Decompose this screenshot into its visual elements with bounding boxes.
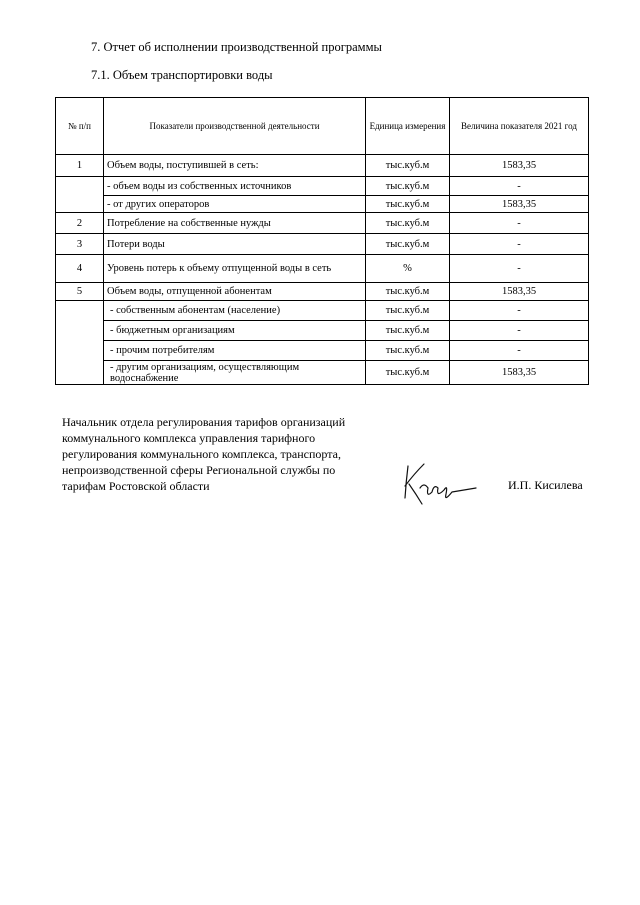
header-num: № п/п	[56, 98, 104, 155]
row-unit: %	[366, 255, 450, 283]
table-row	[56, 255, 589, 283]
row-indicator: Потери воды	[104, 234, 366, 255]
table-header-row	[56, 98, 589, 155]
row-unit: тыс.куб.м	[366, 213, 450, 234]
signatory-name: И.П. Кисилева	[508, 478, 583, 492]
row-indicator: Объем воды, отпущенной абонентам	[104, 283, 366, 301]
row-indicator: - собственным абонентам (население)	[104, 301, 366, 321]
table-row	[56, 361, 589, 385]
signatory-position	[62, 414, 382, 494]
row-unit: тыс.куб.м	[366, 341, 450, 361]
header-indicator: Показатели производственной деятельности	[104, 98, 366, 155]
row-num-merged	[56, 301, 104, 385]
row-unit: тыс.куб.м	[366, 177, 450, 196]
row-value: 1583,35	[450, 283, 589, 301]
header-unit: Единица измерения	[366, 98, 450, 155]
position-line: непроизводственной сферы Региональной службы по	[62, 463, 336, 477]
row-indicator: - прочим потребителям	[104, 341, 366, 361]
header-value: Величина показателя 2021 год	[450, 98, 589, 155]
handwritten-signature	[400, 458, 480, 508]
row-value: -	[450, 321, 589, 341]
row-indicator: Уровень потерь к объему отпущенной воды в сеть	[104, 255, 366, 283]
table-row	[56, 321, 589, 341]
row-num: 4	[56, 255, 104, 283]
row-indicator: - бюджетным организациям	[104, 321, 366, 341]
position-line: Начальник отдела регулирования тарифов организаций	[62, 415, 346, 429]
row-unit: тыс.куб.м	[366, 155, 450, 177]
row-unit: тыс.куб.м	[366, 234, 450, 255]
row-value: 1583,35	[450, 361, 589, 385]
row-num: 3	[56, 234, 104, 255]
table-row	[56, 213, 589, 234]
row-num-merged	[56, 177, 104, 213]
row-indicator: - объем воды из собственных источников	[104, 177, 366, 196]
table-row	[56, 301, 589, 321]
position-line: регулирования коммунального комплекса, транспорта,	[62, 447, 341, 461]
position-line: тарифам Ростовской области	[62, 479, 210, 493]
row-indicator: - от других операторов	[104, 196, 366, 213]
subsection-heading: 7.1. Объем транспортировки воды	[91, 68, 273, 82]
row-value: -	[450, 213, 589, 234]
row-num: 5	[56, 283, 104, 301]
row-unit: тыс.куб.м	[366, 301, 450, 321]
table-row	[56, 196, 589, 213]
row-num: 2	[56, 213, 104, 234]
row-indicator: Потребление на собственные нужды	[104, 213, 366, 234]
table-row	[56, 177, 589, 196]
row-indicator: - другим организациям, осуществляющим водоснабжение	[104, 361, 366, 385]
table-row	[56, 341, 589, 361]
row-value: -	[450, 301, 589, 321]
row-indicator: Объем воды, поступившей в сеть:	[104, 155, 366, 177]
table-row	[56, 234, 589, 255]
row-unit: тыс.куб.м	[366, 321, 450, 341]
row-value: 1583,35	[450, 196, 589, 213]
row-value: -	[450, 341, 589, 361]
row-value: -	[450, 234, 589, 255]
table-row	[56, 283, 589, 301]
row-unit: тыс.куб.м	[366, 283, 450, 301]
table-row	[56, 155, 589, 177]
row-num: 1	[56, 155, 104, 177]
row-value: 1583,35	[450, 155, 589, 177]
section-heading: 7. Отчет об исполнении производственной программы	[91, 40, 382, 54]
row-unit: тыс.куб.м	[366, 196, 450, 213]
position-line: коммунального комплекса управления тарифного	[62, 431, 316, 445]
row-value: -	[450, 177, 589, 196]
row-unit: тыс.куб.м	[366, 361, 450, 385]
row-value: -	[450, 255, 589, 283]
water-transport-table	[55, 97, 589, 385]
